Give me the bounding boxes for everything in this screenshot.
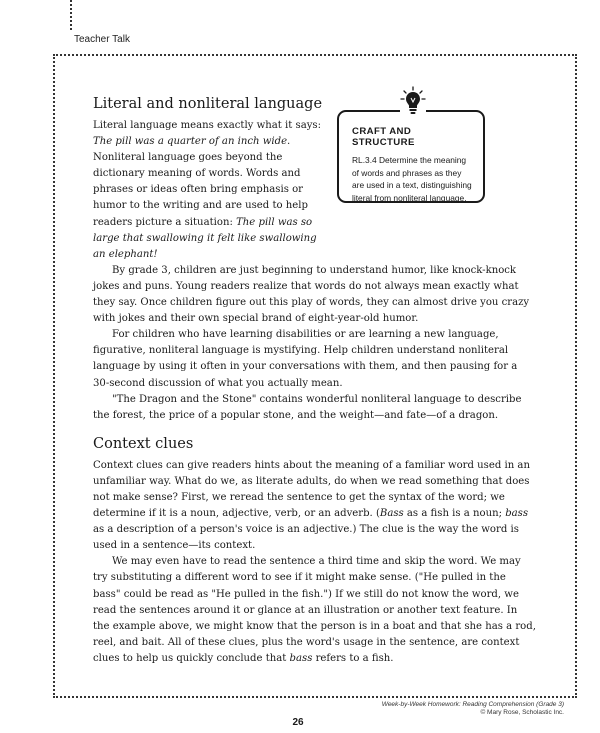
page-number: 26 <box>292 717 304 728</box>
paragraph-intro <box>93 118 321 263</box>
text-run: as a description of a person's voice is an adjective.) The clue is the way the word is used in a sentence—its context. <box>93 524 519 552</box>
footer-book-title: Week-by-Week Homework: Reading Comprehension (Grade 3) <box>381 701 564 708</box>
section-label: Teacher Talk <box>74 34 130 45</box>
callout-title: CRAFT AND STRUCTURE <box>352 126 415 148</box>
italic-text: Bass <box>379 508 404 520</box>
italic-text: The pill was so large that swallowing it felt like swallowing an elephant! <box>93 216 317 260</box>
italic-text: The pill was a quarter of an inch wide. <box>93 136 291 148</box>
text-run: We may even have to read the sentence a third time and skip the word. We may try substituting a different word to see if it might make sense. ("He pulled in the bass" could be read as "He pulled in the fish.") If we still do not know the word, we read the sentences around it or glance at an illustration or another text feature. In the example above, we might know that the person is in a boat and that she has a rod, reel, and bait. All of these clues, plus the word's usage in the sentence, are context clues to help us quickly conclude that <box>93 556 536 664</box>
header-dotted-rule <box>70 0 72 30</box>
text-run: Context clues can give readers hints about the meaning of a familiar word used in an unfamiliar way. What do we, as literate adults, do when we read something that does not make sense? First, we reread the sentence to get the syntax of the word; we determine if it is a noun, adjective, verb, or an adverb. ( <box>93 459 530 520</box>
section-heading-literal: Literal and nonliteral language <box>93 96 323 112</box>
craft-structure-callout <box>337 110 485 203</box>
footer-credit <box>382 701 564 717</box>
text-run: Nonliteral language goes beyond the dictionary meaning of words. Words and phrases or ideas often bring emphasis or humor to the writing and are used to help readers picture a situation: <box>93 152 308 228</box>
italic-text: bass <box>289 652 313 664</box>
text-run: Literal language means exactly what it says: <box>93 120 321 131</box>
footer-copyright: © Mary Rose, Scholastic Inc. <box>480 709 564 716</box>
paragraph-context-intro <box>93 458 536 555</box>
text-run: refers to a fish. <box>312 652 394 664</box>
paragraph-disabilities: For children who have learning disabilities or are learning a new language, figurative, nonliteral language is mystifying. Help children understand nonliteral language by using it often in your conversations with them, and then pausing for a 30-second discussion of what you actually mean. <box>93 329 518 389</box>
paragraph-dragon: "The Dragon and the Stone" contains wonderful nonliteral language to describe the forest, the price of a popular stone, and the weight—and fate—of a dragon. <box>93 393 522 421</box>
paragraph-context-example <box>93 554 536 667</box>
paragraph-humor: By grade 3, children are just beginning to understand humor, like knock-knock jokes and puns. Young readers realize that words do not always mean exactly what they say. Once children figure out this play of words, they can almost drive you crazy with jokes and their own special brand of eight-year-old humor. <box>93 264 530 325</box>
section-heading-context: Context clues <box>93 435 194 452</box>
italic-text: bass <box>505 508 529 520</box>
text-run: as a fish is a noun; <box>403 508 506 520</box>
lightbulb-icon <box>400 86 426 116</box>
callout-standard-text: RL.3.4 Determine the meaning of words and phrases as they are used in a text, distinguishing literal from nonliteral language. <box>352 155 472 203</box>
